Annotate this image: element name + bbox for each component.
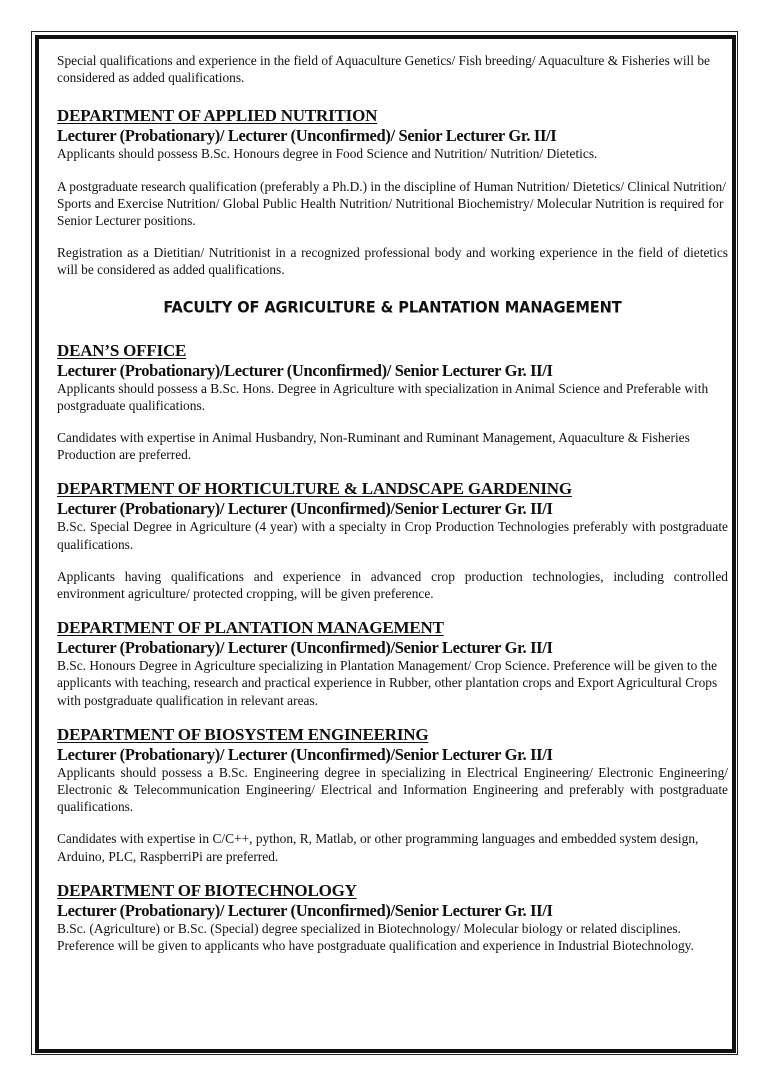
requirement-paragraph: Candidates with expertise in Animal Husbandry, Non-Ruminant and Ruminant Management, Aquaculture & Fisheries Production are preferred.: [57, 430, 690, 463]
faculty-heading: FACULTY OF AGRICULTURE & PLANTATION MANAGEMENT: [163, 297, 622, 317]
requirement-paragraph: A postgraduate research qualification (preferably a Ph.D.) in the discipline of Human Nutrition/ Dietetics/ Clinical Nutrition/ Sports and Exercise Nutrition/ Global Public Health Nutrition/ Nutritional Biochemistry/ Molecular Nutrition is required for Senior Lecturer positions.: [57, 178, 726, 229]
intro-paragraph: Special qualifications and experience in the field of Aquaculture Genetics/ Fish breeding/ Aquaculture & Fisheries will be considered as added qualifications.: [57, 53, 710, 86]
intro-section: [57, 52, 728, 86]
requirement-paragraph: Applicants should possess a B.Sc. Engineering degree in specializing in Electrical Engineering/ Electronic Engineering/ Electronic & Telecommunication Engineering/ Electrical and Information Engineering and preferably with postgraduate qualifications.: [57, 764, 728, 815]
position-heading: Lecturer (Probationary)/ Lecturer (Unconfirmed)/ Senior Lecturer Gr. II/I: [57, 126, 557, 146]
section-plantation-management: [57, 618, 728, 709]
position-heading: Lecturer (Probationary)/Lecturer (Unconfirmed)/ Senior Lecturer Gr. II/I: [57, 360, 553, 380]
department-heading: DEPARTMENT OF BIOSYSTEM ENGINEERING: [57, 724, 429, 744]
position-heading: Lecturer (Probationary)/ Lecturer (Unconfirmed)/Senior Lecturer Gr. II/I: [57, 900, 553, 920]
department-heading: DEAN’S OFFICE: [57, 340, 187, 360]
position-heading: Lecturer (Probationary)/ Lecturer (Unconfirmed)/Senior Lecturer Gr. II/I: [57, 638, 553, 658]
requirement-paragraph: Candidates with expertise in C/C++, python, R, Matlab, or other programming languages and embedded system design, Arduino, PLC, RaspberriPi are preferred.: [57, 831, 699, 864]
department-heading: DEPARTMENT OF BIOTECHNOLOGY: [57, 880, 357, 900]
requirement-paragraph: B.Sc. Honours Degree in Agriculture specializing in Plantation Management/ Crop Science. Preference will be given to the applicants with teaching, research and practical experience in Rubber, other plantation crops and Export Agricultural Crops with postgraduate qualification in relevant areas.: [57, 658, 718, 708]
section-horticulture: [57, 479, 728, 602]
section-applied-nutrition: [57, 106, 728, 278]
requirement-paragraph: Applicants having qualifications and experience in advanced crop production technologies, including controlled environment agriculture/ protected cropping, will be given preference.: [57, 568, 728, 602]
department-heading: DEPARTMENT OF APPLIED NUTRITION: [57, 106, 378, 126]
section-biotechnology: [57, 881, 728, 954]
document-content: [57, 52, 728, 954]
requirement-paragraph: B.Sc. Special Degree in Agriculture (4 year) with a specialty in Crop Production Technologies preferably with postgraduate qualifications.: [57, 519, 728, 552]
position-heading: Lecturer (Probationary)/ Lecturer (Unconfirmed)/Senior Lecturer Gr. II/I: [57, 744, 553, 764]
position-heading: Lecturer (Probationary)/ Lecturer (Unconfirmed)/Senior Lecturer Gr. II/I: [57, 499, 553, 519]
requirement-paragraph: Registration as a Dietitian/ Nutritionist in a recognized professional body and working experience in the field of dietetics will be considered as added qualifications.: [57, 245, 728, 278]
requirement-paragraph: B.Sc. (Agriculture) or B.Sc. (Special) degree specialized in Biotechnology/ Molecular biology or related disciplines. Preference will be given to applicants who have postgraduate qualification and experience in Industrial Biotechnology.: [57, 920, 694, 954]
requirement-paragraph: Applicants should possess a B.Sc. Hons. Degree in Agriculture with specialization in Animal Science and Preferable with postgraduate qualifications.: [57, 380, 709, 413]
department-heading: DEPARTMENT OF HORTICULTURE & LANDSCAPE GARDENING: [57, 479, 572, 499]
department-heading: DEPARTMENT OF PLANTATION MANAGEMENT: [57, 618, 444, 638]
section-biosystem-engineering: [57, 725, 728, 865]
requirement-paragraph: Applicants should possess B.Sc. Honours degree in Food Science and Nutrition/ Nutrition/ Dietetics.: [57, 146, 598, 162]
section-deans-office: [57, 341, 728, 464]
faculty-section: [0, 299, 728, 317]
